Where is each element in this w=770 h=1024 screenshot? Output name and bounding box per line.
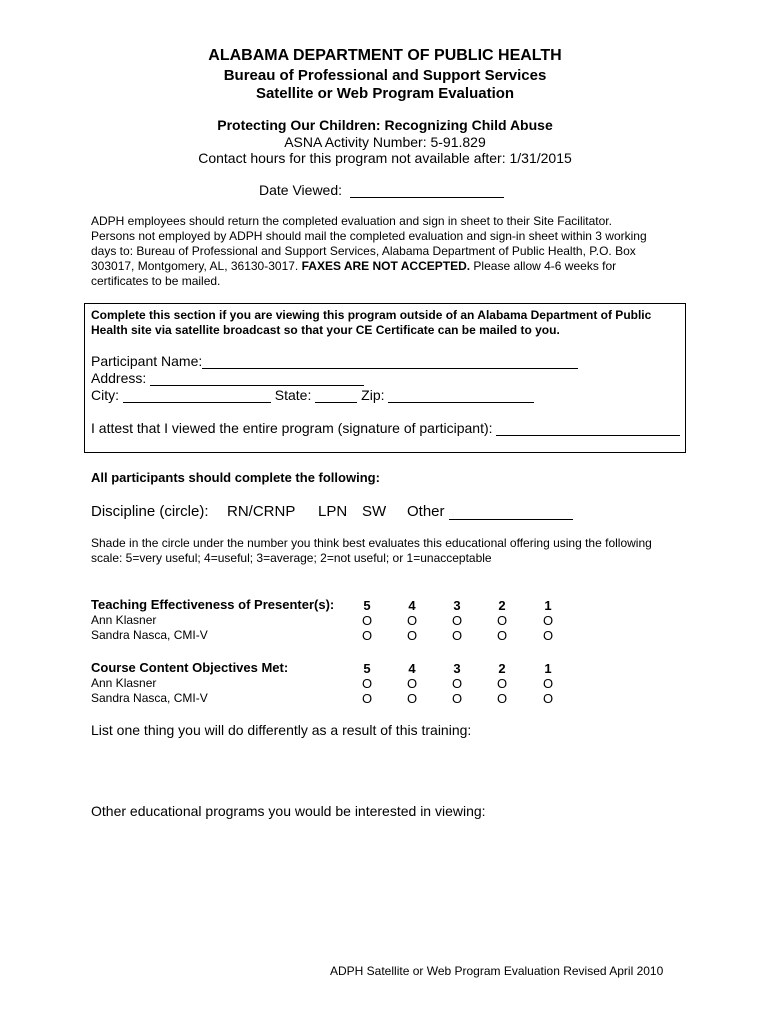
- zip-field[interactable]: [388, 388, 534, 403]
- rating-1: 1: [544, 661, 552, 676]
- date-viewed-label: Date Viewed:: [259, 182, 343, 198]
- instructions-text: 303017, Montgomery, AL, 36130-3017.: [91, 259, 299, 273]
- city-field[interactable]: [123, 388, 271, 403]
- rating-circle[interactable]: O: [542, 613, 554, 628]
- discipline-option-sw[interactable]: SW: [362, 503, 387, 520]
- rating-circle[interactable]: O: [406, 691, 418, 706]
- address-label: Address:: [91, 370, 147, 386]
- rating-circle[interactable]: O: [542, 691, 554, 706]
- zip-label: Zip:: [361, 387, 385, 403]
- outside-section-heading: [91, 308, 686, 338]
- rating-4: 4: [408, 661, 416, 676]
- header-form-title: Satellite or Web Program Evaluation: [255, 85, 515, 102]
- rating-circle[interactable]: O: [451, 676, 463, 691]
- all-participants-heading: All participants should complete the following:: [91, 470, 380, 485]
- rating-5: 5: [363, 598, 371, 613]
- discipline-option-other[interactable]: Other: [407, 503, 445, 520]
- rating-4: 4: [408, 598, 416, 613]
- date-viewed-field[interactable]: [350, 183, 504, 198]
- rating-circle[interactable]: O: [361, 613, 373, 628]
- rating-3: 3: [453, 661, 461, 676]
- instructions-text: Please allow 4-6 weeks for: [473, 259, 617, 273]
- teaching-effectiveness-title: Teaching Effectiveness of Presenter(s):: [91, 597, 335, 612]
- presenter-name: Ann Klasner: [91, 613, 157, 627]
- rating-circle[interactable]: O: [451, 628, 463, 643]
- rating-circle[interactable]: O: [542, 628, 554, 643]
- outside-heading-line: Complete this section if you are viewing this program outside of an Alabama Department of Public: [91, 308, 652, 322]
- rating-circle[interactable]: O: [361, 628, 373, 643]
- contact-hours: Contact hours for this program not available after: 1/31/2015: [198, 150, 572, 166]
- scale-line: Shade in the circle under the number you think best evaluates this educational offering using the following: [91, 536, 652, 550]
- answer-do-differently[interactable]: [91, 745, 681, 795]
- participant-name-row: [91, 353, 578, 369]
- address-field[interactable]: [150, 371, 364, 386]
- address-row: [91, 370, 364, 386]
- date-viewed: [259, 182, 504, 198]
- rating-circle[interactable]: O: [451, 613, 463, 628]
- rating-1: 1: [544, 598, 552, 613]
- presenter-name: Sandra Nasca, CMI-V: [91, 691, 208, 705]
- outside-heading-line: Health site via satellite broadcast so that your CE Certificate can be mailed to you.: [91, 323, 560, 337]
- rating-scale-instructions: [91, 536, 691, 566]
- rating-circle[interactable]: O: [542, 676, 554, 691]
- scale-line: scale: 5=very useful; 4=useful; 3=average; 2=not useful; or 1=unacceptable: [91, 551, 492, 565]
- instructions-line: certificates to be mailed.: [91, 274, 221, 288]
- attest-label: I attest that I viewed the entire program (signature of participant):: [91, 420, 493, 436]
- header-bureau: Bureau of Professional and Support Services: [223, 67, 547, 84]
- rating-circle[interactable]: O: [496, 676, 508, 691]
- rating-circle[interactable]: O: [496, 613, 508, 628]
- rating-5: 5: [363, 661, 371, 676]
- presenter-name: Sandra Nasca, CMI-V: [91, 628, 208, 642]
- instructions-line: Persons not employed by ADPH should mail the completed evaluation and sign-in sheet within 3 working: [91, 229, 647, 243]
- asna-number: ASNA Activity Number: 5-91.829: [284, 134, 486, 150]
- instructions-line: days to: Bureau of Professional and Support Services, Alabama Department of Public Health, P.O. Box: [91, 244, 636, 258]
- question-do-differently: List one thing you will do differently as a result of this training:: [91, 722, 472, 738]
- rating-2: 2: [498, 661, 506, 676]
- participant-name-label: Participant Name:: [91, 353, 203, 369]
- rating-circle[interactable]: O: [406, 613, 418, 628]
- rating-circle[interactable]: O: [406, 628, 418, 643]
- header-title: ALABAMA DEPARTMENT OF PUBLIC HEALTH: [208, 47, 562, 64]
- state-label: State:: [274, 387, 312, 403]
- rating-circle[interactable]: O: [361, 691, 373, 706]
- signature-field[interactable]: [496, 421, 680, 436]
- participant-name-field[interactable]: [202, 354, 578, 369]
- answer-other-programs[interactable]: [91, 826, 681, 946]
- discipline-row: [91, 503, 209, 520]
- discipline-other: [407, 503, 573, 520]
- rating-3: 3: [453, 598, 461, 613]
- question-other-programs: Other educational programs you would be interested in viewing:: [91, 803, 486, 819]
- discipline-option-rn[interactable]: RN/CRNP: [227, 503, 296, 520]
- discipline-option-lpn[interactable]: LPN: [318, 503, 348, 520]
- footer-revision: ADPH Satellite or Web Program Evaluation Revised April 2010: [330, 964, 664, 978]
- rating-circle[interactable]: O: [451, 691, 463, 706]
- discipline-label: Discipline (circle):: [91, 503, 209, 520]
- instructions-line: ADPH employees should return the completed evaluation and sign in sheet to their Site Facilitator.: [91, 214, 612, 228]
- state-field[interactable]: [315, 388, 357, 403]
- rating-circle[interactable]: O: [496, 691, 508, 706]
- instructions: [91, 214, 691, 289]
- city-label: City:: [91, 387, 119, 403]
- city-state-zip-row: [91, 387, 534, 403]
- instructions-line: [91, 259, 691, 274]
- attest-row: [91, 420, 680, 436]
- rating-2: 2: [498, 598, 506, 613]
- rating-circle[interactable]: O: [496, 628, 508, 643]
- discipline-other-field[interactable]: [449, 505, 573, 520]
- no-fax-notice: FAXES ARE NOT ACCEPTED.: [301, 259, 471, 273]
- course-objectives-title: Course Content Objectives Met:: [91, 660, 289, 675]
- rating-circle[interactable]: O: [406, 676, 418, 691]
- rating-circle[interactable]: O: [361, 676, 373, 691]
- program-title: Protecting Our Children: Recognizing Child Abuse: [217, 117, 553, 133]
- presenter-name: Ann Klasner: [91, 676, 157, 690]
